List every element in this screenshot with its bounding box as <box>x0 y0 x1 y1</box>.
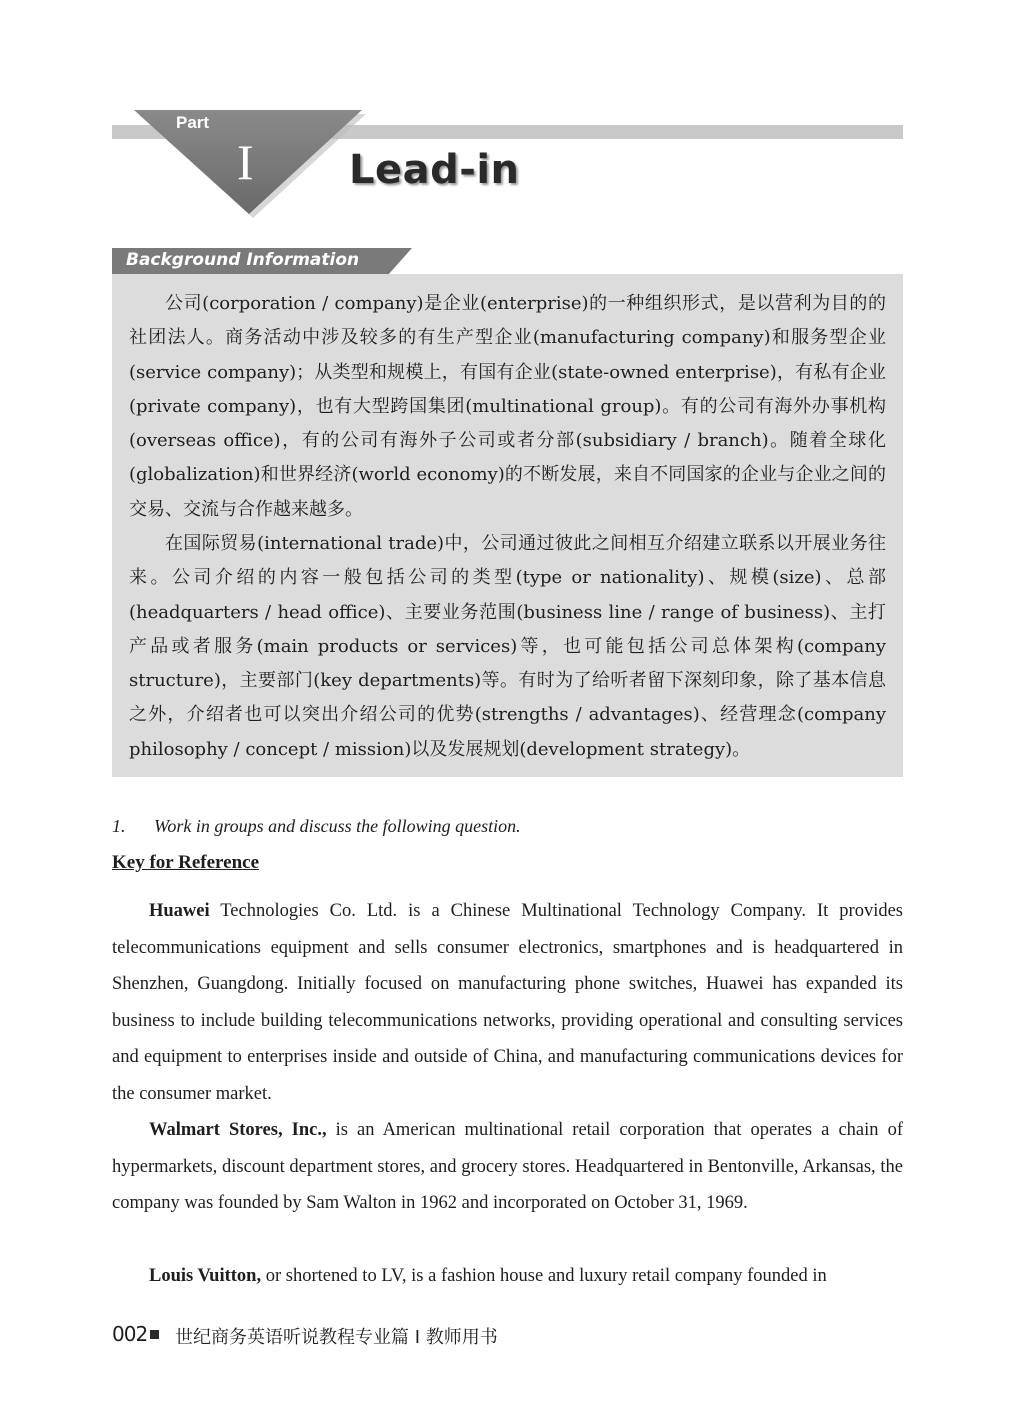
page-number: 002 <box>112 1322 148 1346</box>
key-paragraph <box>112 893 903 1112</box>
question-number: 1. <box>112 816 126 836</box>
part-numeral: I <box>237 134 254 190</box>
company-name: Walmart Stores, Inc., <box>149 1120 327 1140</box>
square-bullet-icon <box>150 1330 159 1339</box>
question-text: Work in groups and discuss the following question. <box>154 816 521 836</box>
background-heading: Background Information <box>126 250 360 270</box>
paragraph-text: is an American multinational retail corporation that operates a chain of hypermarkets, discount department stores, and grocery stores. Headquartered in Bentonville, Arkansas, the company was founded by Sam Walton in 1962 and incorporated on October 31, 1969. <box>112 1120 903 1213</box>
paragraph-text: or shortened to LV, is a fashion house and luxury retail company founded in <box>261 1266 827 1286</box>
paragraph-text: Technologies Co. Ltd. is a Chinese Multinational Technology Company. It provides telecommunications equipment and sells consumer electronics, smartphones and is headquartered in Shenzhen, Guangdong. Initially focused on manufacturing phone switches, Huawei has expanded its business to include building telecommunications networks, providing operational and consulting services and equipment to enterprises inside and outside of China, and manufacturing communications devices for the consumer market. <box>112 901 903 1104</box>
key-paragraph <box>112 1112 903 1222</box>
key-paragraph <box>112 1258 903 1295</box>
section-title: Lead-in <box>349 147 520 193</box>
background-paragraph: 公司(corporation / company)是企业(enterprise)的一种组织形式，是以营利为目的的社团法人。商务活动中涉及较多的有生产型企业(manufacturing company)和服务型企业(service company)；从类型和规模上，有国有企业(state-owned enterprise)，有私有企业(private company)，也有大型跨国集团(multinational group)。有的公司有海外办事机构(overseas office)，有的公司有海外子公司或者分部(subsidiary / branch)。随着全球化(globalization)和世界经济(world economy)的不断发展，来自不同国家的企业与企业之间的交易、交流与合作越来越多。 <box>129 293 886 520</box>
company-name: Louis Vuitton, <box>149 1266 262 1286</box>
part-label: Part <box>176 113 210 132</box>
key-heading: Key for Reference <box>112 852 259 873</box>
background-paragraph: 在国际贸易(international trade)中，公司通过彼此之间相互介绍建立联系以开展业务往来。公司介绍的内容一般包括公司的类型(type or nationality)、规模(size)、总部(headquarters / head office)、主要业务范围(business line / range of business)、主打产品或者服务(main products or services)等，也可能包括公司总体架构(company structure)，主要部门(key departments)等。有时为了给听者留下深刻印象，除了基本信息之外，介绍者也可以突出介绍公司的优势(strengths / advantages)、经营理念(company philosophy / concept / mission)以及发展规划(development strategy)。 <box>129 533 886 760</box>
company-name: Huawei <box>149 901 210 921</box>
book-title: 世纪商务英语听说教程专业篇 I 教师用书 <box>175 1327 498 1348</box>
